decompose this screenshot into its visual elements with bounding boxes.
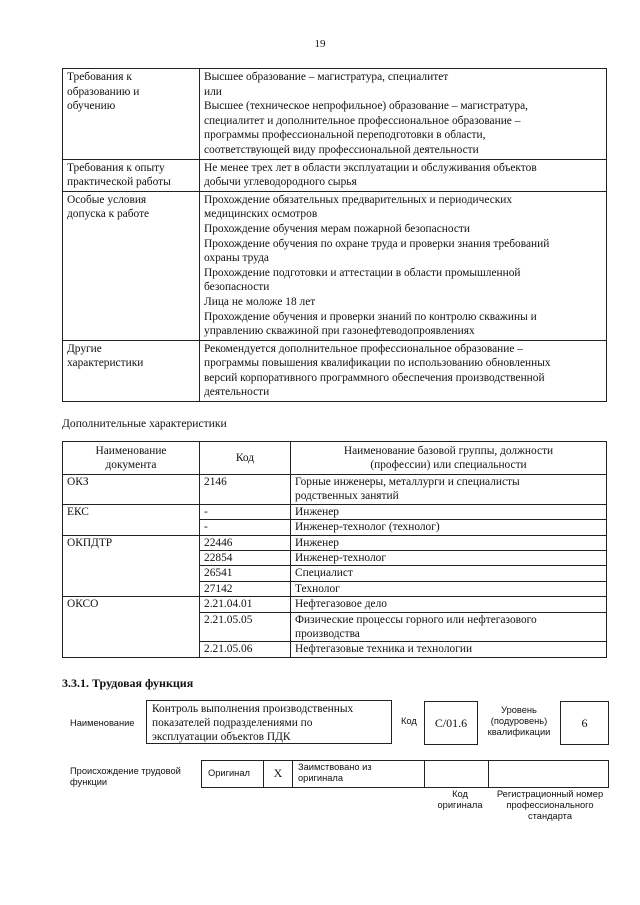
document-cell: ОКПДТР <box>63 535 200 597</box>
requirement-value: Прохождение обязательных предварительных и периодических медицинских осмотров Прохождение обучения мерам пожарной безопасности Прохождение обучения по охране труда и проверки знания требований охраны труда Прохождение подготовки и аттестации в области промышленной безопасности Лица не моложе 18 лет Прохождение обучения и проверки знаний по контролю скважины и управлению скважиной при газонефтеводопроявлениях <box>200 191 607 340</box>
requirement-label: Особые условия допуска к работе <box>63 191 200 340</box>
requirement-label: Другие характеристики <box>63 340 200 401</box>
table-row <box>63 535 607 550</box>
requirement-value: Рекомендуется дополнительное профессиональное образование – программы повышения квалификации по использованию обновленных версий корпоративного программного обеспечения производственной деятельности <box>200 340 607 401</box>
table-header-row <box>63 442 607 475</box>
header-name: Наименование базовой группы, должности (профессии) или специальности <box>291 442 607 475</box>
document-cell: ОКЗ <box>63 475 200 505</box>
function-name-label: Наименование <box>70 718 135 728</box>
requirement-row <box>63 159 607 191</box>
requirement-row <box>63 69 607 160</box>
original-label: Оригинал <box>208 768 250 778</box>
document-cell: ОКСО <box>63 597 200 658</box>
code-label: Код <box>401 716 417 726</box>
name-cell: Инженер-технолог (технолог) <box>291 520 607 535</box>
name-cell: Нефтегазовые техника и технологии <box>291 642 607 657</box>
name-cell: Инженер-технолог <box>291 551 607 566</box>
code-cell: 2.21.05.06 <box>200 642 291 657</box>
table-row <box>63 475 607 505</box>
qualification-level-value: 6 <box>560 701 609 745</box>
borrowed-label: Заимствовано из оригинала <box>298 762 372 783</box>
name-cell: Специалист <box>291 566 607 581</box>
code-cell: 2146 <box>200 475 291 505</box>
requirement-row <box>63 340 607 401</box>
code-cell: 27142 <box>200 581 291 596</box>
header-code: Код <box>200 442 291 475</box>
original-mark: X <box>273 766 283 780</box>
labor-function-title: 3.3.1. Трудовая функция <box>62 676 194 690</box>
name-cell: Технолог <box>291 581 607 596</box>
name-cell: Горные инженеры, металлурги и специалисты родственных занятий <box>291 475 607 505</box>
qualification-level-label: Уровень (подуровень) квалификации <box>487 705 551 737</box>
divider <box>488 760 489 787</box>
code-cell: 22446 <box>200 535 291 550</box>
code-value: C/01.6 <box>424 701 478 745</box>
name-cell: Нефтегазовое дело <box>291 597 607 612</box>
code-cell: 22854 <box>200 551 291 566</box>
requirement-value: Не менее трех лет в области эксплуатации и обслуживания объектов добычи углеводородного сырья <box>200 159 607 191</box>
requirement-value: Высшее образование – магистратура, специалитет или Высшее (техническое непрофильное) образование – магистратура, специалитет и дополнительное профессиональное образование – программы профессиональной переподготовки в области, соответствующей виду профессиональной деятельности <box>200 69 607 160</box>
table-row <box>63 504 607 519</box>
function-name-line: Контроль выполнения производственных <box>152 703 354 715</box>
name-cell: Инженер <box>291 535 607 550</box>
requirement-row <box>63 191 607 340</box>
divider <box>292 760 293 787</box>
function-name-line: эксплуатации объектов ПДК <box>152 731 291 743</box>
divider <box>424 760 425 787</box>
function-name-line: показателей подразделениями по <box>152 717 313 729</box>
header-document: Наименование документа <box>63 442 200 475</box>
additional-heading: Дополнительные характеристики <box>62 417 227 430</box>
table-row <box>63 597 607 612</box>
requirement-label: Требования к образованию и обучению <box>63 69 200 160</box>
name-cell: Инженер <box>291 504 607 519</box>
function-name-box <box>146 700 392 744</box>
code-cell: 2.21.05.05 <box>200 612 291 642</box>
code-cell: - <box>200 504 291 519</box>
original-code-label: Код оригинала <box>437 789 483 810</box>
requirements-table <box>62 68 607 402</box>
requirement-label: Требования к опыту практической работы <box>63 159 200 191</box>
additional-characteristics-table <box>62 441 607 658</box>
code-cell: - <box>200 520 291 535</box>
name-cell: Физические процессы горного или нефтегазового производства <box>291 612 607 642</box>
registration-number-label: Регистрационный номер профессионального стандарта <box>496 789 604 821</box>
code-cell: 2.21.04.01 <box>200 597 291 612</box>
page-number: 19 <box>314 38 326 50</box>
document-cell: ЕКС <box>63 504 200 535</box>
code-cell: 26541 <box>200 566 291 581</box>
origin-label: Происхождение трудовой функции <box>70 766 181 787</box>
